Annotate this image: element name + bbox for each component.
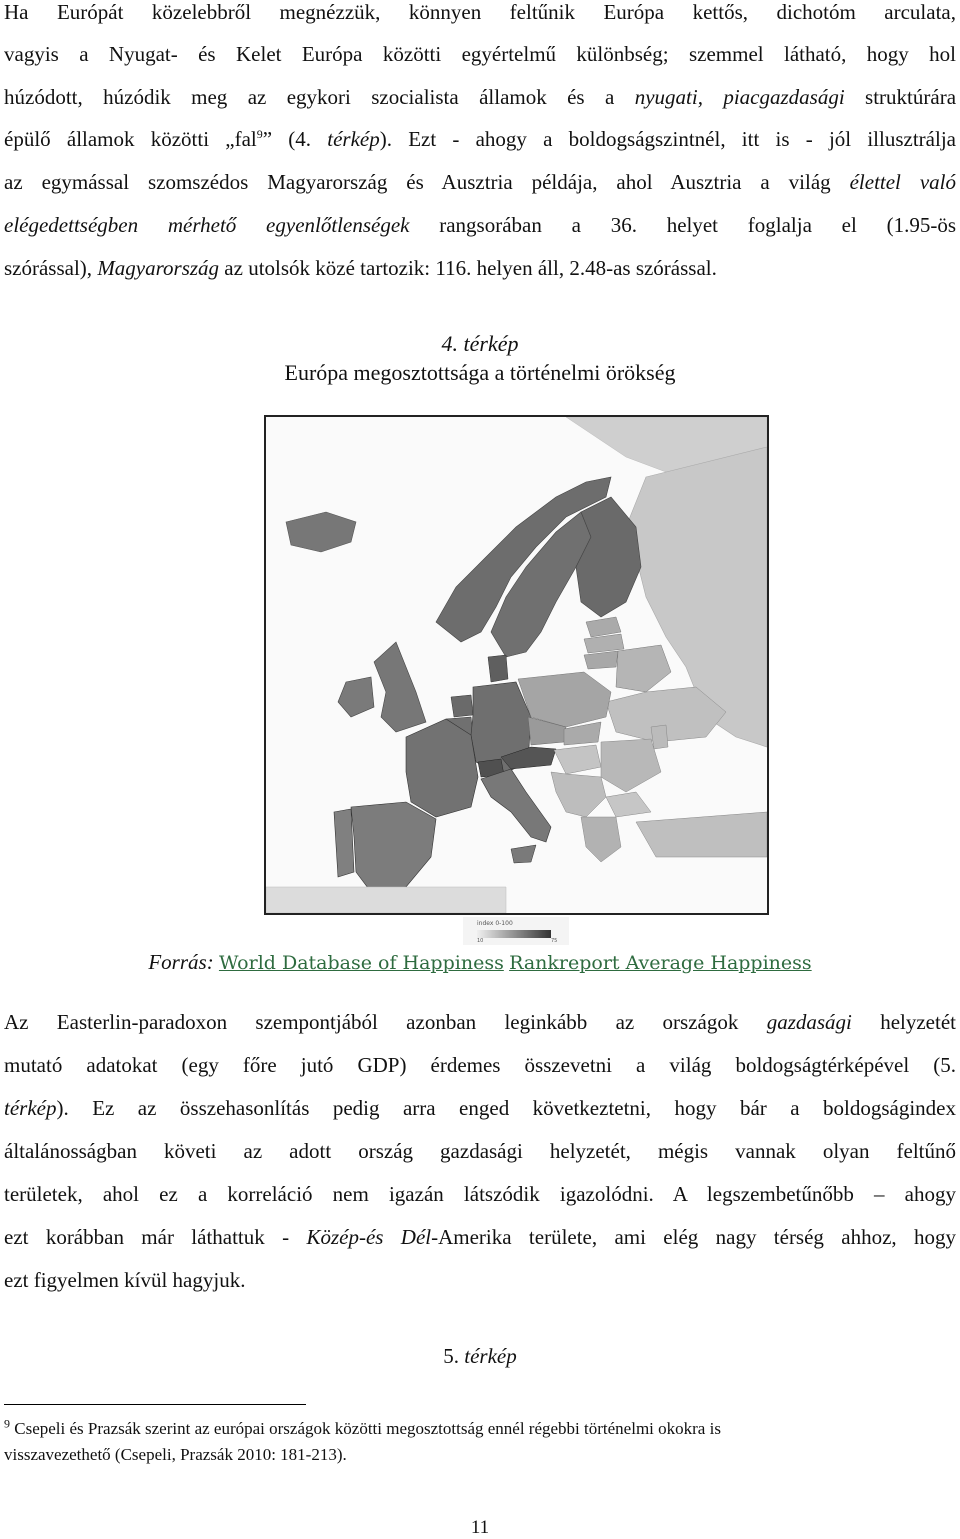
legend-title: index 0-100 bbox=[477, 920, 513, 927]
footnote-rule bbox=[4, 1404, 306, 1405]
legend-max: 75 bbox=[551, 938, 558, 944]
italic-text: gazdasági bbox=[766, 1010, 852, 1034]
italic-text: élettel való bbox=[849, 170, 956, 194]
paragraph-1-line: elégedettségben mérhető egyenlőtlenségek rangsorában a 36. helyet foglalja el (1.95-ös bbox=[4, 213, 956, 237]
footnote-text-1: Csepeli és Prazsák szerint az európai országok közötti megosztottság ennél régebbi történelmi okokra is bbox=[14, 1419, 721, 1438]
paragraph-1-line: vagyis a Nyugat- és Kelet Európa közötti egyértelmű különbség; szemmel látható, hogy hol bbox=[4, 42, 956, 66]
footnote-number: 9 bbox=[4, 1416, 10, 1431]
paragraph-1-line: épülő államok közötti „fal$^9$” (4. térkép). Ezt - ahogy a boldogságszintnél, itt is - jól illusztrálja bbox=[4, 127, 956, 151]
italic-text: térkép bbox=[464, 1344, 517, 1368]
europe-happiness-map bbox=[264, 415, 769, 915]
figure-4-source bbox=[0, 952, 960, 973]
legend-min: 10 bbox=[477, 938, 484, 944]
paragraph-1-line: szórással), Magyarország az utolsók közé tartozik: 116. helyen áll, 2.48-as szórással. bbox=[4, 256, 717, 280]
paragraph-1-line: húzódott, húzódik meg az egykori szocialista államok és a nyugati, piacgazdasági struktúrára bbox=[4, 85, 957, 109]
source-label: Forrás: bbox=[148, 950, 214, 974]
figure-4-label: 4. térkép bbox=[441, 331, 519, 356]
paragraph-2-line: térkép). Ez az összehasonlítás pedig arra enged következtetni, hogy bár a boldogságindex bbox=[4, 1096, 956, 1120]
paragraph-1-line: az egymással szomszédos Magyarország és Ausztria példája, ahol Ausztria a világ élettel való bbox=[4, 170, 956, 194]
italic-text: Magyarország bbox=[97, 256, 220, 280]
footnote-line-1 bbox=[4, 1416, 944, 1438]
source-link-rankreport[interactable]: Rankreport Average Happiness bbox=[509, 952, 812, 974]
italic-text: térkép bbox=[4, 1096, 57, 1120]
italic-text: nyugati, piacgazdasági bbox=[634, 85, 845, 109]
source-link-world-database[interactable]: World Database of Happiness bbox=[218, 952, 504, 974]
figure-5-label bbox=[0, 1346, 960, 1367]
paragraph-2-line: ezt figyelmen kívül hagyjuk. bbox=[4, 1268, 246, 1292]
italic-text: Közép-és Dél- bbox=[306, 1225, 439, 1249]
legend-gradient bbox=[477, 930, 551, 938]
paragraph-2-line: területek, ahol ez a korreláció nem igazán látszódik igazolódni. A legszembetűnőbb – ahogy bbox=[4, 1182, 956, 1206]
paragraph-2-line: ezt korábban már láthattuk - Közép-és Dél-Amerika területe, ami elég nagy térség ahhoz, hogy bbox=[4, 1225, 957, 1249]
italic-text: térkép bbox=[327, 127, 380, 151]
paragraph-2-line: mutató adatokat (egy főre jutó GDP) érdemes összevetni a világ boldogságtérképével (5. bbox=[4, 1053, 956, 1077]
paragraph-2-line: Az Easterlin-paradoxon szempontjából azonban leginkább az országok gazdasági helyzetét bbox=[4, 1010, 956, 1034]
figure-5-label-text: 5. térkép bbox=[443, 1344, 517, 1368]
map-graphic bbox=[266, 417, 767, 913]
map-legend bbox=[463, 917, 569, 945]
footnote-ref[interactable]: 9 bbox=[256, 127, 263, 141]
figure-4-title: Európa megosztottsága a történelmi örökség bbox=[284, 360, 676, 385]
paragraph-2-line: általánosságban követi az adott ország gazdasági helyzetét, mégis vannak olyan feltűnő bbox=[4, 1139, 956, 1163]
italic-text: elégedettségben mérhető egyenlőtlenségek bbox=[4, 213, 410, 237]
footnote-line-2: visszavezethető (Csepeli, Prazsák 2010: 181-213). bbox=[4, 1445, 347, 1464]
paragraph-1-line: Ha Európát közelebbről megnézzük, könnyen feltűnik Európa kettős, dichotóm arculata, bbox=[4, 0, 956, 24]
page-number: 11 bbox=[470, 1517, 490, 1538]
